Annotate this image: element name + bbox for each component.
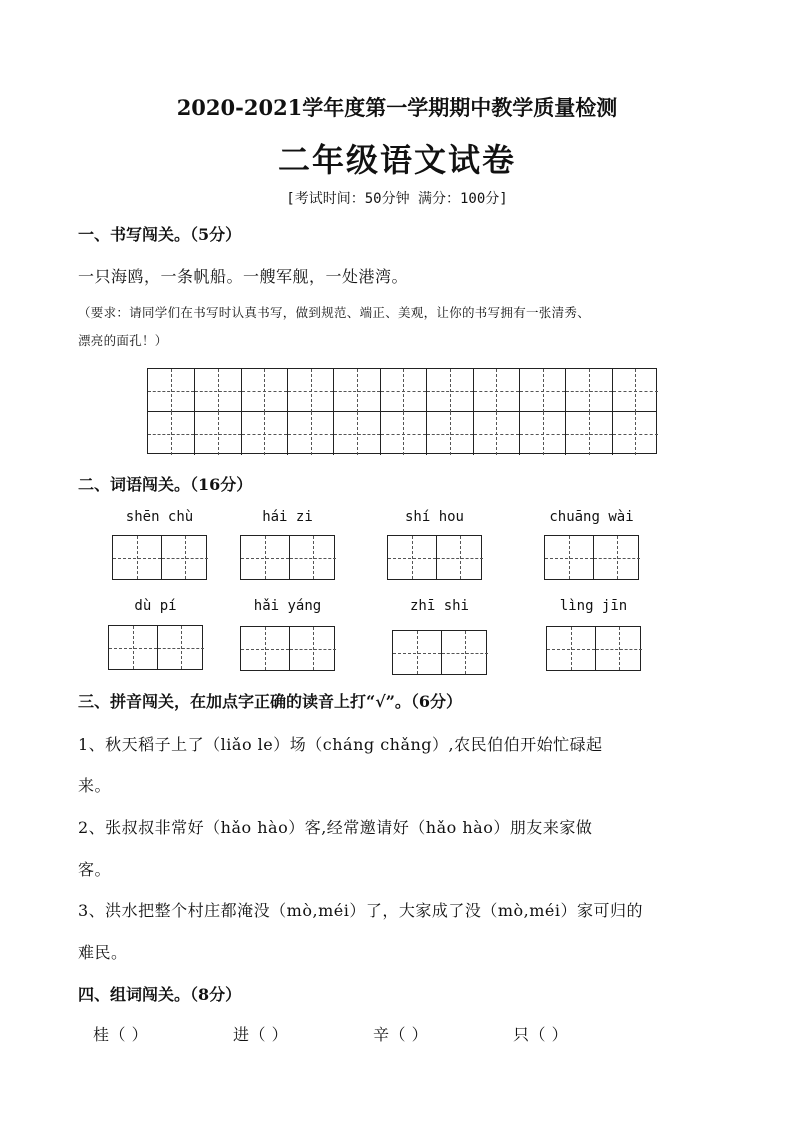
answer-grid-haizi[interactable] xyxy=(240,535,335,580)
answer-grid-lingjin[interactable] xyxy=(546,626,641,671)
answer-cell[interactable] xyxy=(388,536,436,579)
writing-cell[interactable] xyxy=(519,369,565,412)
writing-cell[interactable] xyxy=(148,412,194,455)
word-blank[interactable]: 只（ ） xyxy=(513,1025,569,1044)
writing-cell[interactable] xyxy=(519,412,565,455)
pinyin-label: lìng jīn xyxy=(559,598,628,614)
writing-cell[interactable] xyxy=(473,412,519,455)
question-line: 难民。 xyxy=(78,943,128,962)
question-line: 来。 xyxy=(78,776,112,795)
writing-cell[interactable] xyxy=(148,369,194,412)
writing-grid[interactable] xyxy=(147,368,657,454)
writing-cell[interactable] xyxy=(473,369,519,412)
question-line: 2、张叔叔非常好（hǎo hào）客,经常邀请好（hǎo hào）朋友来家做 xyxy=(78,818,593,837)
section3-title: 三、拼音闯关，在加点字正确的读音上打“√”。（6分） xyxy=(78,692,463,711)
writing-cell[interactable] xyxy=(612,369,658,412)
word-blank[interactable]: 进（ ） xyxy=(233,1025,289,1044)
writing-cell[interactable] xyxy=(426,412,472,455)
answer-cell[interactable] xyxy=(393,631,441,674)
writing-cell[interactable] xyxy=(241,412,287,455)
pinyin-label: hǎi yáng xyxy=(253,598,322,614)
answer-cell[interactable] xyxy=(545,536,593,579)
writing-cell[interactable] xyxy=(287,412,333,455)
answer-grid-shenchu[interactable] xyxy=(112,535,207,580)
exam-info: [考试时间：50分钟 满分：100分] xyxy=(286,191,508,207)
answer-cell[interactable] xyxy=(289,627,337,670)
answer-grid-shihou[interactable] xyxy=(387,535,482,580)
writing-cell[interactable] xyxy=(380,369,426,412)
writing-cell[interactable] xyxy=(333,412,379,455)
answer-cell[interactable] xyxy=(595,627,643,670)
exam-header-title: 2020-2021学年度第一学期期中教学质量检测 xyxy=(176,95,618,120)
exam-subject-title: 二年级语文试卷 xyxy=(277,141,516,179)
answer-cell[interactable] xyxy=(157,626,205,669)
section4-title: 四、组词闯关。（8分） xyxy=(78,985,242,1004)
writing-cell[interactable] xyxy=(194,369,240,412)
answer-cell[interactable] xyxy=(436,536,484,579)
pinyin-label: zhī shi xyxy=(409,598,469,614)
pinyin-label: shí hou xyxy=(404,509,464,525)
question-line: 客。 xyxy=(78,860,112,879)
pinyin-label: chuāng wài xyxy=(549,509,634,525)
answer-cell[interactable] xyxy=(547,627,595,670)
writing-cell[interactable] xyxy=(333,369,379,412)
question-line: 3、洪水把整个村庄都淹没（mò,méi）了，大家成了没（mò,méi）家可归的 xyxy=(78,901,643,920)
writing-cell[interactable] xyxy=(380,412,426,455)
pinyin-label: hái zi xyxy=(262,509,313,525)
writing-cell[interactable] xyxy=(426,369,472,412)
answer-grid-zhishi[interactable] xyxy=(392,630,487,675)
writing-cell[interactable] xyxy=(241,369,287,412)
section1-note-line2: 漂亮的面孔！） xyxy=(78,333,168,348)
pinyin-label: dù pí xyxy=(134,598,177,614)
answer-grid-haiyang[interactable] xyxy=(240,626,335,671)
section2-title: 二、词语闯关。（16分） xyxy=(78,475,253,494)
section1-sentence: 一只海鸥，一条帆船。一艘军舰，一处港湾。 xyxy=(78,267,409,286)
section1-note-line1: （要求：请同学们在书写时认真书写，做到规范、端正、美观，让你的书写拥有一张清秀、 xyxy=(78,305,591,320)
answer-cell[interactable] xyxy=(441,631,489,674)
answer-cell[interactable] xyxy=(113,536,161,579)
writing-cell[interactable] xyxy=(194,412,240,455)
answer-cell[interactable] xyxy=(241,627,289,670)
section1-title: 一、书写闯关。（5分） xyxy=(78,225,242,244)
writing-cell[interactable] xyxy=(565,412,611,455)
answer-cell[interactable] xyxy=(161,536,209,579)
writing-cell[interactable] xyxy=(287,369,333,412)
word-blank[interactable]: 桂（ ） xyxy=(93,1025,149,1044)
pinyin-label: shēn chù xyxy=(125,509,194,525)
answer-grid-dupi[interactable] xyxy=(108,625,203,670)
writing-cell[interactable] xyxy=(612,412,658,455)
answer-cell[interactable] xyxy=(289,536,337,579)
question-line: 1、秋天稻子上了（liǎo le）场（cháng chǎng）,农民伯伯开始忙碌起 xyxy=(78,735,603,754)
answer-grid-chuangwai[interactable] xyxy=(544,535,639,580)
answer-cell[interactable] xyxy=(241,536,289,579)
word-blank[interactable]: 辛（ ） xyxy=(373,1025,429,1044)
writing-cell[interactable] xyxy=(565,369,611,412)
answer-cell[interactable] xyxy=(593,536,641,579)
answer-cell[interactable] xyxy=(109,626,157,669)
